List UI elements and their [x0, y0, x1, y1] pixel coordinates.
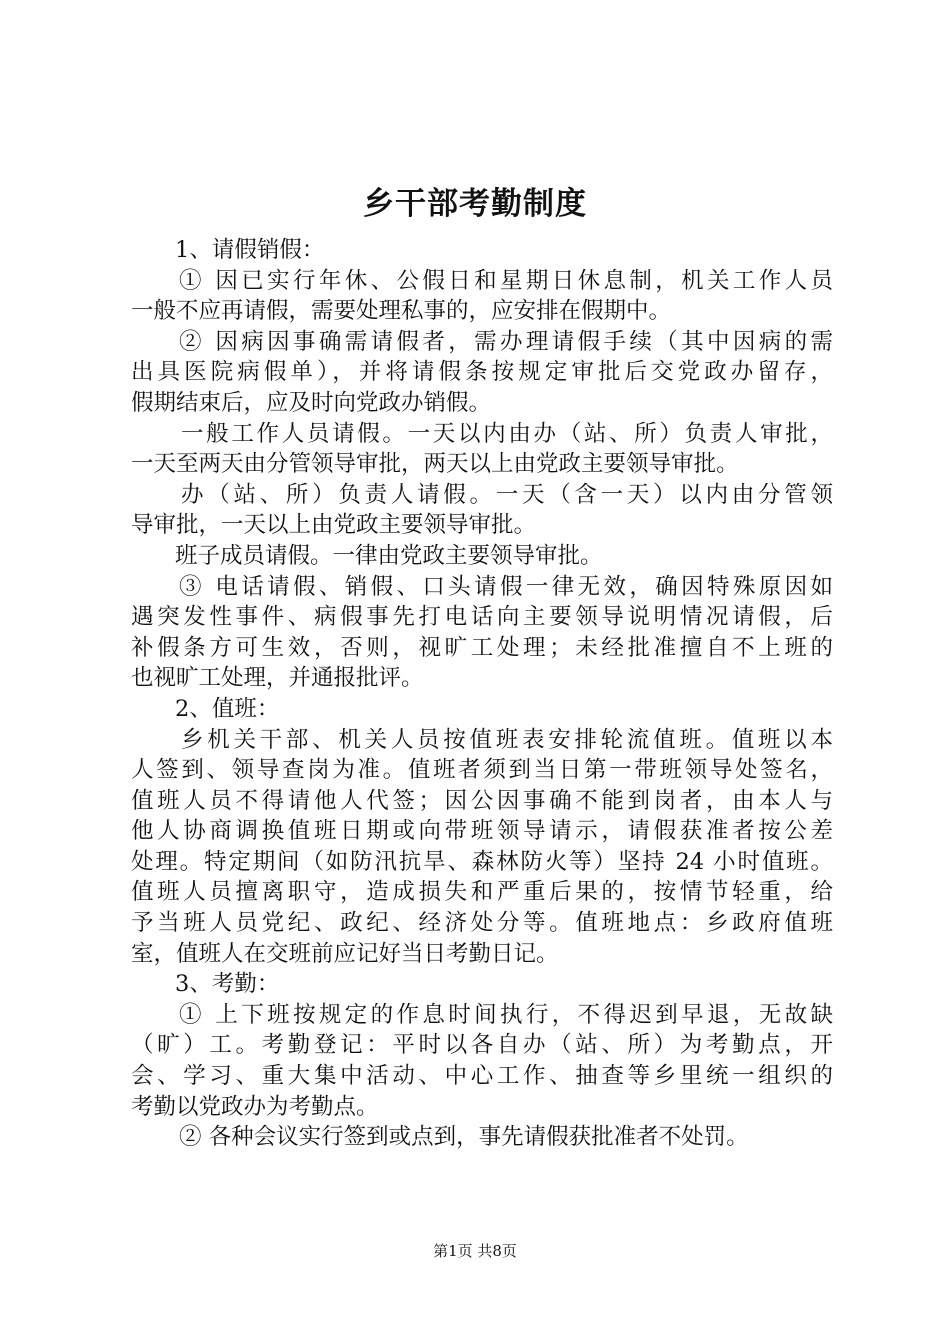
paragraph-line: 导审批，一天以上由党政主要领导审批。	[131, 512, 537, 539]
paragraph-line: 出具医院病假单），并将请假条按规定审批后交党政办留存，	[131, 359, 833, 386]
paragraph-line: 考勤以党政办为考勤点。	[131, 1093, 379, 1120]
paragraph-line: 一般工作人员请假。一天以内由办（站、所）负责人审批，	[181, 420, 833, 447]
paragraph-line: 他人协商调换值班日期或向带班领导请示，请假获准者按公差	[131, 818, 833, 845]
paragraph-line: 也视旷工处理，并通报批评。	[131, 665, 424, 692]
paragraph-line: 补假条方可生效，否则，视旷工处理；未经批准擅自不上班的	[131, 634, 833, 661]
paragraph-line: ② 因病因事确需请假者，需办理请假手续（其中因病的需	[179, 328, 833, 355]
paragraph-line: 办（站、所）负责人请假。一天（含一天）以内由分管领	[181, 481, 833, 508]
paragraph-line: ① 因已实行年休、公假日和星期日休息制，机关工作人员	[179, 267, 833, 294]
paragraph-line: 值班人员不得请他人代签；因公因事确不能到岗者，由本人与	[131, 787, 833, 814]
paragraph-line: ② 各种会议实行签到或点到，事先请假获批准者不处罚。	[179, 1124, 749, 1151]
paragraph-line: ③ 电话请假、销假、口头请假一律无效，确因特殊原因如	[179, 573, 833, 600]
document-body	[131, 235, 833, 1153]
paragraph-line: 予当班人员党纪、政纪、经济处分等。值班地点：乡政府值班	[131, 910, 833, 937]
paragraph-line: 假期结束后，应及时向党政办销假。	[131, 389, 492, 416]
section-heading-attendance: 3、考勤：	[175, 971, 280, 998]
paragraph-line: 处理。特定期间（如防汛抗旱、森林防火等）坚持 24 小时值班。	[131, 848, 833, 875]
paragraph-line: 会、学习、重大集中活动、中心工作、抽查等乡里统一组织的	[131, 1063, 833, 1090]
paragraph-line: 一天至两天由分管领导审批，两天以上由党政主要领导审批。	[131, 451, 739, 478]
paragraph-line: （旷）工。考勤登记：平时以各自办（站、所）为考勤点，开	[131, 1032, 833, 1059]
section-heading-leave: 1、请假销假：	[175, 237, 325, 263]
page-footer: 第1页 共8页	[433, 1242, 517, 1260]
paragraph-line: 班子成员请假。一律由党政主要领导审批。	[175, 542, 603, 569]
paragraph-line: 乡机关干部、机关人员按值班表安排轮流值班。值班以本	[181, 726, 833, 753]
paragraph-line: 室，值班人在交班前应记好当日考勤日记。	[131, 940, 559, 967]
paragraph-line: 一般不应再请假，需要处理私事的，应安排在假期中。	[131, 298, 672, 325]
paragraph-line: 值班人员擅离职守，造成损失和严重后果的，按情节轻重，给	[131, 879, 833, 906]
paragraph-line: 人签到、领导查岗为准。值班者须到当日第一带班领导处签名，	[131, 757, 833, 784]
paragraph-line: 遇突发性事件、病假事先打电话向主要领导说明情况请假，后	[131, 604, 833, 631]
paragraph-line: ① 上下班按规定的作息时间执行，不得迟到早退，无故缺	[179, 1001, 833, 1028]
document-title: 乡干部考勤制度	[363, 186, 587, 222]
section-heading-duty: 2、值班：	[175, 695, 280, 722]
